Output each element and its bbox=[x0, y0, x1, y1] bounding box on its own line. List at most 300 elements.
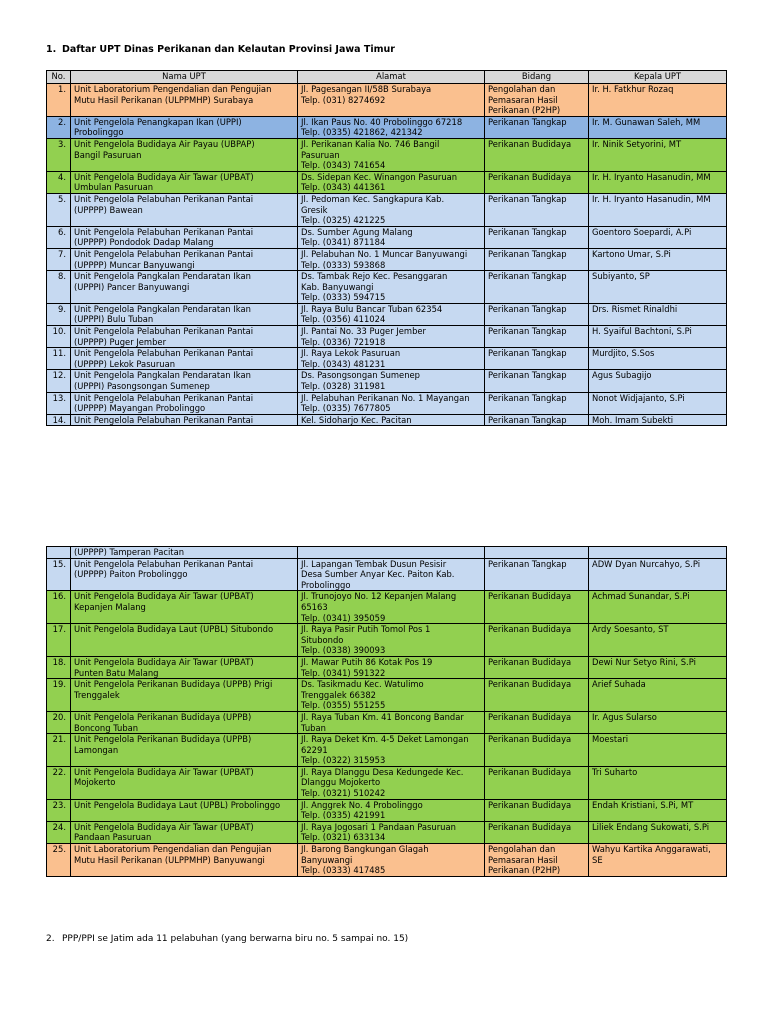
cell-nama-line: Unit Pengelola Budidaya Air Tawar (UPBAT) bbox=[74, 656, 254, 667]
table-row bbox=[47, 547, 727, 559]
cell-nama-line: Umbulan Pasuruan bbox=[74, 182, 154, 193]
cell-nama bbox=[71, 348, 298, 370]
cell-no: 13. bbox=[47, 392, 71, 414]
cell-nama bbox=[71, 558, 298, 591]
cell-kepala-line: Ir. M. Gunawan Saleh, MM bbox=[592, 116, 701, 127]
cell-nama-line: (UPPPP) Pondodok Dadap Malang bbox=[74, 237, 214, 248]
cell-nama-line: Unit Pengelola Pangkalan Pendaratan Ikan bbox=[74, 303, 251, 314]
cell-bidang bbox=[485, 193, 589, 226]
cell-nama-line: (UPPPP) Tamperan Pacitan bbox=[74, 547, 185, 557]
cell-nama bbox=[71, 326, 298, 348]
table-header-row bbox=[47, 71, 727, 84]
cell-nama-line: Mutu Hasil Perikanan (ULPPMHP) Banyuwangi bbox=[74, 854, 265, 865]
cell-bidang bbox=[485, 248, 589, 270]
cell-kepala bbox=[589, 656, 727, 678]
cell-nama-line: Unit Pengelola Pelabuhan Perikanan Pantai bbox=[74, 226, 254, 237]
cell-no: 9. bbox=[47, 303, 71, 325]
cell-kepala-line: Ir. Ninik Setyorini, MT bbox=[592, 138, 682, 149]
cell-kepala bbox=[589, 799, 727, 821]
cell-no: 8. bbox=[47, 271, 71, 304]
cell-nama-line: Unit Laboratorium Pengendalian dan Pengujian bbox=[74, 84, 272, 94]
cell-alamat bbox=[298, 844, 485, 877]
cell-bidang-line: Perikanan Budidaya bbox=[488, 624, 572, 635]
cell-kepala bbox=[589, 591, 727, 624]
cell-bidang bbox=[485, 271, 589, 304]
cell-alamat-line: Ds. Tambak Rejo Kec. Pesanggaran bbox=[301, 271, 448, 282]
cell-nama-line: Unit Pengelola Perikanan Budidaya (UPPB) bbox=[74, 711, 252, 722]
cell-bidang-line: Perikanan Tangkap bbox=[488, 271, 567, 282]
cell-nama bbox=[71, 248, 298, 270]
cell-alamat bbox=[298, 766, 485, 799]
cell-no: 16. bbox=[47, 591, 71, 624]
cell-bidang bbox=[485, 392, 589, 414]
cell-bidang-line: Perikanan Budidaya bbox=[488, 679, 572, 690]
cell-bidang-line: Perikanan Tangkap bbox=[488, 226, 567, 237]
cell-nama-line: (UPPPI) Pancer Banyuwangi bbox=[74, 281, 190, 292]
cell-alamat-line: Telp. (031) 8274692 bbox=[301, 94, 386, 105]
cell-nama-line: Trenggalek bbox=[74, 689, 120, 700]
cell-nama-line: Unit Pengelola Budidaya Air Tawar (UPBAT) bbox=[74, 821, 254, 832]
cell-alamat-line: Telp. (0325) 421225 bbox=[301, 215, 386, 226]
cell-kepala bbox=[589, 711, 727, 733]
cell-bidang bbox=[485, 711, 589, 733]
cell-alamat-line: Jl. Perikanan Kalia No. 746 Bangil bbox=[301, 138, 440, 149]
cell-alamat-line: Telp. (0333) 594715 bbox=[301, 292, 386, 303]
cell-alamat-line: Dlanggu Mojokerto bbox=[301, 777, 381, 788]
cell-alamat-line: Pasuruan bbox=[301, 149, 340, 160]
cell-bidang bbox=[485, 766, 589, 799]
cell-alamat-line: Ds. Sumber Agung Malang bbox=[301, 226, 413, 237]
cell-alamat-line: Telp. (0355) 551255 bbox=[301, 700, 386, 711]
cell-alamat-line: Jl. Pagesangan II/58B Surabaya bbox=[301, 84, 432, 94]
cell-bidang-line: Perikanan Tangkap bbox=[488, 370, 567, 381]
cell-nama-line: (UPPPI) Pasongsongan Sumenep bbox=[74, 381, 210, 392]
cell-alamat-line: Gresik bbox=[301, 204, 328, 215]
table-row bbox=[47, 171, 727, 193]
cell-alamat bbox=[298, 248, 485, 270]
cell-alamat bbox=[298, 679, 485, 712]
cell-nama bbox=[71, 821, 298, 843]
cell-nama bbox=[71, 171, 298, 193]
cell-bidang bbox=[485, 547, 589, 559]
cell-nama-line: Unit Pengelola Budidaya Laut (UPBL) Probolinggo bbox=[74, 799, 281, 810]
col-header-alamat: Alamat bbox=[298, 71, 485, 84]
upt-table-part-2 bbox=[46, 546, 727, 877]
cell-bidang-line: Perikanan Tangkap bbox=[488, 558, 567, 569]
cell-bidang-line: Perikanan Budidaya bbox=[488, 656, 572, 667]
cell-kepala bbox=[589, 303, 727, 325]
cell-kepala bbox=[589, 116, 727, 138]
cell-nama bbox=[71, 844, 298, 877]
cell-kepala bbox=[589, 226, 727, 248]
cell-nama bbox=[71, 271, 298, 304]
upt-table-part-1 bbox=[46, 70, 727, 426]
cell-alamat bbox=[298, 547, 485, 559]
cell-nama-line: Unit Pengelola Pangkalan Pendaratan Ikan bbox=[74, 271, 251, 282]
cell-bidang-line: Pengolahan dan bbox=[488, 844, 556, 855]
cell-alamat bbox=[298, 392, 485, 414]
cell-nama bbox=[71, 138, 298, 171]
cell-nama-line: Unit Pengelola Pelabuhan Perikanan Pantai bbox=[74, 348, 254, 359]
cell-kepala-line: Moh. Imam Subekti bbox=[592, 414, 674, 425]
cell-bidang bbox=[485, 303, 589, 325]
cell-nama bbox=[71, 656, 298, 678]
cell-alamat-line: Jl. Raya Lekok Pasuruan bbox=[301, 348, 401, 359]
cell-no: 12. bbox=[47, 370, 71, 392]
cell-nama-line: Unit Pengelola Penangkapan Ikan (UPPI) bbox=[74, 116, 242, 127]
section-title: Daftar UPT Dinas Perikanan dan Kelautan Provinsi Jawa Timur bbox=[62, 44, 395, 55]
col-header-bidang: Bidang bbox=[485, 71, 589, 84]
cell-alamat bbox=[298, 193, 485, 226]
cell-kepala-line: Subiyanto, SP bbox=[592, 271, 650, 282]
cell-no: 6. bbox=[47, 226, 71, 248]
cell-nama bbox=[71, 624, 298, 657]
cell-nama bbox=[71, 711, 298, 733]
cell-no: 3. bbox=[47, 138, 71, 171]
section-number: 1. bbox=[46, 44, 57, 55]
cell-bidang-line: Perikanan Budidaya bbox=[488, 821, 572, 832]
cell-bidang bbox=[485, 591, 589, 624]
section-heading bbox=[46, 44, 395, 55]
cell-bidang-line: Pemasaran Hasil bbox=[488, 854, 558, 865]
cell-kepala-line: SE bbox=[592, 854, 603, 865]
cell-alamat bbox=[298, 348, 485, 370]
cell-no: 20. bbox=[47, 711, 71, 733]
table-row bbox=[47, 711, 727, 733]
cell-nama-line: Pandaan Pasuruan bbox=[74, 832, 152, 843]
cell-nama-line: Unit Pengelola Pelabuhan Perikanan Pantai bbox=[74, 193, 254, 204]
cell-kepala bbox=[589, 348, 727, 370]
cell-kepala-line: Moestari bbox=[592, 734, 629, 745]
cell-nama-line: (UPPPP) Mayangan Probolinggo bbox=[74, 403, 206, 414]
col-header-nama: Nama UPT bbox=[71, 71, 298, 84]
table-row bbox=[47, 193, 727, 226]
table-row bbox=[47, 392, 727, 414]
cell-bidang bbox=[485, 370, 589, 392]
cell-alamat-line: Banyuwangi bbox=[301, 854, 353, 865]
cell-alamat-line: Jl. Barong Bangkungan Glagah bbox=[301, 844, 429, 855]
cell-nama-line: (UPPPP) Paiton Probolinggo bbox=[74, 569, 188, 580]
cell-no: 7. bbox=[47, 248, 71, 270]
cell-alamat-line: Jl. Pedoman Kec. Sangkapura Kab. bbox=[301, 193, 445, 204]
table-row bbox=[47, 591, 727, 624]
cell-bidang-line: Perikanan Budidaya bbox=[488, 138, 572, 149]
cell-kepala-line: H. Syaiful Bachtoni, S.Pi bbox=[592, 326, 692, 337]
cell-kepala bbox=[589, 766, 727, 799]
cell-bidang bbox=[485, 821, 589, 843]
cell-bidang-line: Perikanan Tangkap bbox=[488, 392, 567, 403]
cell-no: 10. bbox=[47, 326, 71, 348]
cell-bidang bbox=[485, 171, 589, 193]
cell-nama-line: Unit Laboratorium Pengendalian dan Pengujian bbox=[74, 844, 272, 855]
cell-alamat-line: Jl. Ikan Paus No. 40 Probolinggo 67218 bbox=[301, 116, 463, 127]
cell-alamat-line: 62291 bbox=[301, 744, 328, 755]
cell-kepala bbox=[589, 844, 727, 877]
cell-nama-line: Mojokerto bbox=[74, 777, 116, 788]
cell-alamat-line: Desa Sumber Anyar Kec. Paiton Kab. bbox=[301, 569, 455, 580]
table-row bbox=[47, 138, 727, 171]
cell-alamat-line: 65163 bbox=[301, 601, 328, 612]
cell-kepala-line: Nonot Widjajanto, S.Pi bbox=[592, 392, 685, 403]
table-row bbox=[47, 799, 727, 821]
cell-bidang-line bbox=[488, 547, 585, 558]
cell-bidang-line: Perikanan Budidaya bbox=[488, 734, 572, 745]
cell-alamat bbox=[298, 171, 485, 193]
table-row bbox=[47, 226, 727, 248]
cell-nama bbox=[71, 799, 298, 821]
table-row bbox=[47, 116, 727, 138]
table-row bbox=[47, 84, 727, 117]
cell-kepala bbox=[589, 679, 727, 712]
cell-bidang bbox=[485, 844, 589, 877]
cell-alamat-line: Telp. (0343) 481231 bbox=[301, 358, 386, 369]
cell-alamat-line: Telp. (0338) 390093 bbox=[301, 645, 386, 656]
cell-alamat bbox=[298, 414, 485, 426]
cell-bidang bbox=[485, 348, 589, 370]
cell-alamat-line bbox=[301, 547, 481, 558]
table-row bbox=[47, 734, 727, 767]
cell-bidang-line: Perikanan Budidaya bbox=[488, 799, 572, 810]
cell-no: 5. bbox=[47, 193, 71, 226]
cell-alamat bbox=[298, 84, 485, 117]
cell-nama-line: Unit Pengelola Perikanan Budidaya (UPPB) Prigi bbox=[74, 679, 273, 690]
cell-bidang bbox=[485, 734, 589, 767]
cell-kepala bbox=[589, 821, 727, 843]
cell-alamat-line: Telp. (0335) 421991 bbox=[301, 810, 386, 821]
cell-kepala-line: Liliek Endang Sukowati, S.Pi bbox=[592, 821, 710, 832]
cell-alamat-line: Jl. Pelabuhan No. 1 Muncar Banyuwangi bbox=[301, 248, 468, 259]
cell-bidang-line: Perikanan (P2HP) bbox=[488, 865, 561, 876]
cell-nama-line: Unit Pengelola Budidaya Air Tawar (UPBAT) bbox=[74, 171, 254, 182]
cell-alamat-line: Telp. (0343) 741654 bbox=[301, 160, 386, 171]
cell-kepala-line: Arief Suhada bbox=[592, 679, 646, 690]
cell-nama-line: Unit Pengelola Pelabuhan Perikanan Pantai bbox=[74, 558, 254, 569]
cell-kepala bbox=[589, 414, 727, 426]
cell-kepala bbox=[589, 193, 727, 226]
cell-nama bbox=[71, 226, 298, 248]
cell-bidang bbox=[485, 326, 589, 348]
cell-alamat bbox=[298, 116, 485, 138]
cell-nama-line: (UPPPP) Lekok Pasuruan bbox=[74, 358, 176, 369]
cell-kepala-line: Ir. Agus Sularso bbox=[592, 711, 657, 722]
cell-no: 25. bbox=[47, 844, 71, 877]
cell-nama-line: Unit Pengelola Perikanan Budidaya (UPPB) bbox=[74, 734, 252, 745]
cell-nama-line: Unit Pengelola Budidaya Air Tawar (UPBAT) bbox=[74, 591, 254, 602]
cell-bidang-line: Perikanan Tangkap bbox=[488, 116, 567, 127]
cell-kepala bbox=[589, 84, 727, 117]
cell-kepala-line: Ir. H. Iryanto Hasanudin, MM bbox=[592, 193, 711, 204]
cell-alamat-line: Telp. (0321) 510242 bbox=[301, 788, 386, 799]
cell-alamat-line: Telp. (0328) 311981 bbox=[301, 381, 386, 392]
cell-alamat-line: Jl. Pelabuhan Perikanan No. 1 Mayangan bbox=[301, 392, 470, 403]
cell-no: 19. bbox=[47, 679, 71, 712]
cell-alamat-line: Telp. (0321) 633134 bbox=[301, 832, 386, 843]
cell-alamat-line: Telp. (0336) 721918 bbox=[301, 336, 386, 347]
cell-alamat bbox=[298, 711, 485, 733]
cell-nama-line: Kepanjen Malang bbox=[74, 601, 146, 612]
cell-nama-line: Unit Pengelola Budidaya Laut (UPBL) Situbondo bbox=[74, 624, 274, 635]
cell-no: 22. bbox=[47, 766, 71, 799]
cell-kepala-line: Agus Subagijo bbox=[592, 370, 652, 381]
cell-nama bbox=[71, 591, 298, 624]
table-row bbox=[47, 766, 727, 799]
cell-nama-line: Boncong Tuban bbox=[74, 722, 139, 733]
cell-bidang-line: Perikanan Tangkap bbox=[488, 348, 567, 359]
cell-alamat-line: Telp. (0333) 417485 bbox=[301, 865, 386, 876]
cell-alamat-line: Telp. (0343) 441361 bbox=[301, 182, 386, 193]
cell-bidang bbox=[485, 414, 589, 426]
cell-kepala bbox=[589, 558, 727, 591]
table-row bbox=[47, 558, 727, 591]
cell-alamat bbox=[298, 734, 485, 767]
cell-kepala-line: Wahyu Kartika Anggarawati, bbox=[592, 844, 711, 855]
cell-alamat-line: Trenggalek 66382 bbox=[301, 689, 377, 700]
cell-nama-line: Punten Batu Malang bbox=[74, 667, 159, 678]
cell-no: 11. bbox=[47, 348, 71, 370]
cell-kepala-line: Achmad Sunandar, S.Pi bbox=[592, 591, 690, 602]
cell-alamat bbox=[298, 271, 485, 304]
cell-alamat-line: Jl. Raya Deket Km. 4-5 Deket Lamongan bbox=[301, 734, 469, 745]
cell-bidang bbox=[485, 138, 589, 171]
cell-bidang-line: Perikanan Budidaya bbox=[488, 591, 572, 602]
cell-kepala bbox=[589, 248, 727, 270]
cell-bidang bbox=[485, 799, 589, 821]
table-row bbox=[47, 303, 727, 325]
cell-alamat bbox=[298, 591, 485, 624]
cell-nama-line: (UPPPP) Bawean bbox=[74, 204, 143, 215]
cell-bidang-line: Perikanan Tangkap bbox=[488, 414, 567, 425]
footnote bbox=[46, 934, 408, 944]
cell-nama-line: (UPPPP) Puger Jember bbox=[74, 336, 167, 347]
cell-bidang-line: Perikanan Budidaya bbox=[488, 711, 572, 722]
cell-nama-line: Unit Pengelola Pelabuhan Perikanan Pantai bbox=[74, 392, 254, 403]
cell-nama bbox=[71, 414, 298, 426]
cell-bidang bbox=[485, 84, 589, 117]
cell-nama bbox=[71, 84, 298, 117]
cell-alamat bbox=[298, 138, 485, 171]
cell-bidang bbox=[485, 116, 589, 138]
cell-nama bbox=[71, 116, 298, 138]
cell-nama bbox=[71, 303, 298, 325]
cell-kepala-line: Endah Kristiani, S.Pi, MT bbox=[592, 799, 694, 810]
table-row bbox=[47, 326, 727, 348]
cell-alamat bbox=[298, 656, 485, 678]
cell-alamat-line: Telp. (0341) 591322 bbox=[301, 667, 386, 678]
col-header-no: No. bbox=[47, 71, 71, 84]
cell-no: 18. bbox=[47, 656, 71, 678]
cell-kepala bbox=[589, 392, 727, 414]
footnote-number: 2. bbox=[46, 934, 55, 944]
cell-alamat-line: Telp. (0356) 411024 bbox=[301, 314, 386, 325]
cell-alamat bbox=[298, 326, 485, 348]
cell-alamat-line: Probolinggo bbox=[301, 579, 351, 590]
table-row bbox=[47, 414, 727, 426]
cell-kepala bbox=[589, 138, 727, 171]
cell-bidang-line: Perikanan Tangkap bbox=[488, 248, 567, 259]
table-row bbox=[47, 248, 727, 270]
cell-bidang-line: Pemasaran Hasil bbox=[488, 94, 558, 105]
cell-alamat bbox=[298, 226, 485, 248]
cell-no bbox=[47, 547, 71, 559]
cell-bidang-line: Perikanan Budidaya bbox=[488, 171, 572, 182]
cell-nama-line: Unit Pengelola Budidaya Air Tawar (UPBAT) bbox=[74, 766, 254, 777]
cell-alamat-line: Telp. (0333) 593868 bbox=[301, 259, 386, 270]
cell-bidang-line: Pengolahan dan bbox=[488, 84, 556, 94]
cell-bidang-line: Perikanan Tangkap bbox=[488, 193, 567, 204]
cell-alamat-line: Jl. Raya Tuban Km. 41 Boncong Bandar bbox=[301, 711, 464, 722]
cell-bidang bbox=[485, 656, 589, 678]
cell-bidang-line: Perikanan Tangkap bbox=[488, 303, 567, 314]
cell-alamat-line: Ds. Tasikmadu Kec. Watulimo bbox=[301, 679, 424, 690]
cell-nama-line: Unit Pengelola Pelabuhan Perikanan Pantai bbox=[74, 248, 254, 259]
cell-no: 17. bbox=[47, 624, 71, 657]
cell-alamat-line: Tuban bbox=[301, 722, 326, 733]
cell-nama-line: Probolinggo bbox=[74, 127, 124, 138]
cell-kepala-line: Tri Suharto bbox=[592, 766, 638, 777]
cell-no: 4. bbox=[47, 171, 71, 193]
cell-alamat-line: Jl. Raya Pasir Putih Tomol Pos 1 bbox=[301, 624, 431, 635]
cell-kepala-line: Ir. H. Fatkhur Rozaq bbox=[592, 84, 674, 94]
table-row bbox=[47, 656, 727, 678]
cell-no: 24. bbox=[47, 821, 71, 843]
cell-bidang-line: Perikanan Tangkap bbox=[488, 326, 567, 337]
cell-nama-line: Unit Pengelola Pangkalan Pendaratan Ikan bbox=[74, 370, 251, 381]
cell-kepala bbox=[589, 171, 727, 193]
cell-alamat-line: Kel. Sidoharjo Kec. Pacitan bbox=[301, 414, 412, 425]
table-row bbox=[47, 348, 727, 370]
cell-kepala bbox=[589, 271, 727, 304]
table-row bbox=[47, 679, 727, 712]
cell-kepala-line: Goentoro Soepardi, A.Pi bbox=[592, 226, 692, 237]
cell-bidang bbox=[485, 624, 589, 657]
cell-nama bbox=[71, 370, 298, 392]
cell-alamat-line: Telp. (0322) 315953 bbox=[301, 755, 386, 766]
cell-alamat-line: Telp. (0335) 7677805 bbox=[301, 403, 391, 414]
cell-nama-line: Bangil Pasuruan bbox=[74, 149, 142, 160]
cell-nama-line: (UPPPI) Bulu Tuban bbox=[74, 314, 154, 325]
cell-kepala-line: Kartono Umar, S.Pi bbox=[592, 248, 671, 259]
cell-no: 1. bbox=[47, 84, 71, 117]
cell-alamat-line: Telp. (0341) 395059 bbox=[301, 612, 386, 623]
cell-no: 14. bbox=[47, 414, 71, 426]
cell-alamat bbox=[298, 799, 485, 821]
cell-bidang bbox=[485, 226, 589, 248]
cell-kepala bbox=[589, 326, 727, 348]
cell-no: 2. bbox=[47, 116, 71, 138]
cell-bidang bbox=[485, 558, 589, 591]
cell-kepala-line: ADW Dyan Nurcahyo, S.Pi bbox=[592, 558, 701, 569]
cell-nama bbox=[71, 193, 298, 226]
cell-no: 15. bbox=[47, 558, 71, 591]
table-row bbox=[47, 844, 727, 877]
cell-nama bbox=[71, 766, 298, 799]
table-row bbox=[47, 370, 727, 392]
cell-nama bbox=[71, 734, 298, 767]
cell-kepala-line: Dewi Nur Setyo Rini, S.Pi bbox=[592, 656, 696, 667]
cell-nama-line: Mutu Hasil Perikanan (ULPPMHP) Surabaya bbox=[74, 94, 254, 105]
table-row bbox=[47, 624, 727, 657]
footnote-text: PPP/PPI se Jatim ada 11 pelabuhan (yang berwarna biru no. 5 sampai no. 15) bbox=[62, 934, 409, 944]
cell-alamat-line: Telp. (0341) 871184 bbox=[301, 237, 386, 248]
cell-nama-line: Lamongan bbox=[74, 744, 119, 755]
cell-kepala bbox=[589, 734, 727, 767]
cell-bidang bbox=[485, 679, 589, 712]
cell-alamat-line: Jl. Pantai No. 33 Puger Jember bbox=[301, 326, 427, 337]
cell-nama-line: Unit Pengelola Budidaya Air Payau (UBPAP) bbox=[74, 138, 255, 149]
cell-alamat-line: Jl. Trunojoyo No. 12 Kepanjen Malang bbox=[301, 591, 457, 602]
cell-alamat-line: Jl. Raya Dlanggu Desa Kedungede Kec. bbox=[301, 766, 464, 777]
cell-alamat-line: Situbondo bbox=[301, 634, 344, 645]
